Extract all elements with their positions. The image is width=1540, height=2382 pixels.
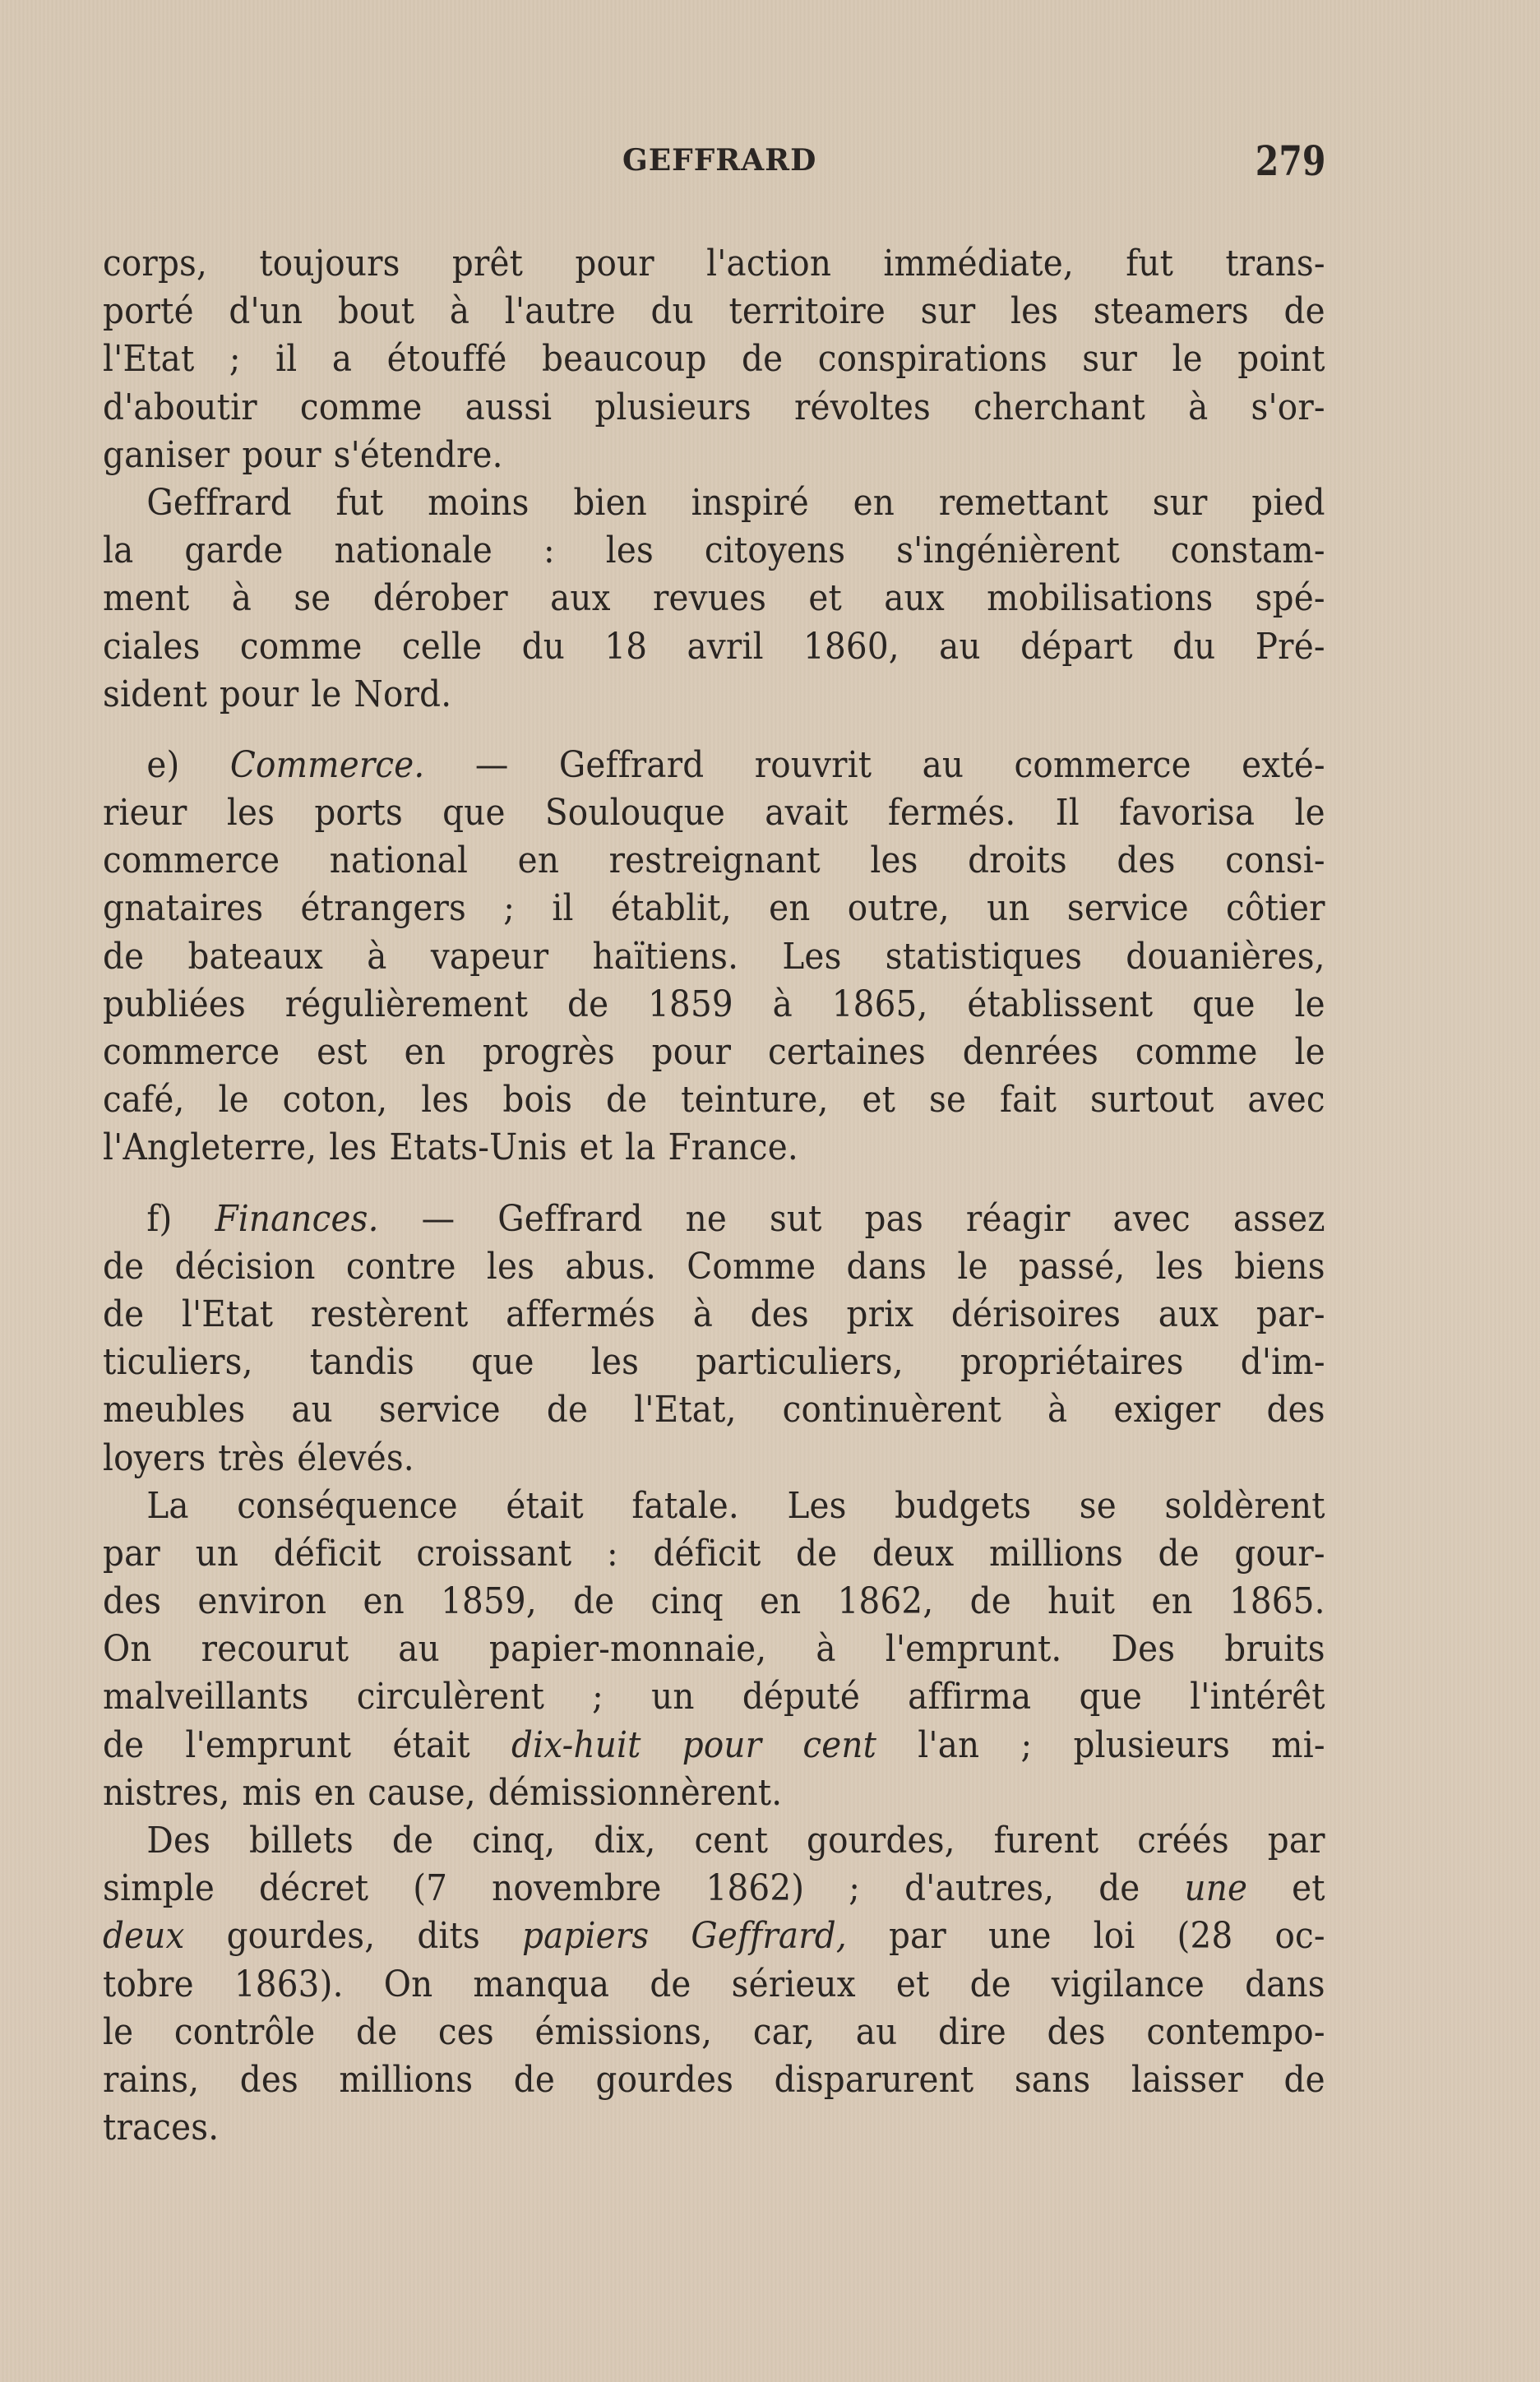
- section-label: e): [146, 743, 180, 786]
- text-line: la garde nationale : les citoyens s'ingénièrent constam-: [103, 530, 1325, 572]
- paragraph-1: [103, 240, 1325, 479]
- text-line: commerce national en restreignant les droits des consi-: [103, 839, 1325, 882]
- text-line: porté d'un bout à l'autre du territoire sur les steamers de: [103, 290, 1325, 333]
- text-line: rieur les ports que Soulouque avait fermés. Il favorisa le: [103, 792, 1325, 835]
- text-line: gnataires étrangers ; il établit, en outre, un service côtier: [103, 887, 1325, 930]
- text-line: malveillants circulèrent ; un député affirma que l'intérêt: [103, 1676, 1325, 1718]
- text-fragment: par une loi (28 oc-: [888, 1915, 1325, 1958]
- paragraph-2: [103, 479, 1325, 719]
- body-text: [103, 240, 1325, 2152]
- em-dash: —: [421, 1197, 456, 1240]
- text-line: par un déficit croissant : déficit de deux millions de gour-: [103, 1532, 1325, 1575]
- text-line: de bateaux à vapeur haïtiens. Les statistiques douanières,: [103, 935, 1325, 978]
- text-fragment: l'an ; plusieurs mi-: [918, 1723, 1325, 1766]
- text-line: Des billets de cinq, dix, cent gourdes, furent créés par: [146, 1820, 1325, 1862]
- text-line: d'aboutir comme aussi plusieurs révoltes cherchant à s'or-: [103, 386, 1325, 428]
- text-line: On recourut au papier-monnaie, à l'emprunt. Des bruits: [103, 1628, 1325, 1671]
- text-fragment: de l'emprunt était: [103, 1723, 470, 1766]
- text-line: [103, 1865, 1325, 1913]
- italic-phrase: papiers Geffrard,: [522, 1915, 847, 1958]
- text-line: meubles au service de l'Etat, continuèrent à exiger des: [103, 1389, 1325, 1432]
- text-line: publiées régulièrement de 1859 à 1865, établissent que le: [103, 983, 1325, 1025]
- paragraph-5: [103, 1482, 1325, 1817]
- text-line: ticuliers, tandis que les particuliers, propriétaires d'im-: [103, 1341, 1325, 1384]
- text-line: corps, toujours prêt pour l'action immédiate, fut trans-: [103, 243, 1325, 284]
- text-line: ciales comme celle du 18 avril 1860, au départ du Pré-: [103, 625, 1325, 668]
- section-heading-finances: Finances.: [215, 1197, 379, 1240]
- paragraph-6: [103, 1817, 1325, 2152]
- italic-phrase: dix-huit pour cent: [511, 1723, 877, 1766]
- running-title: GEFFRARD: [622, 143, 817, 178]
- running-head: [103, 136, 1325, 189]
- italic-word: deux: [103, 1915, 185, 1958]
- text-line: Geffrard fut moins bien inspiré en remettant sur pied: [146, 481, 1325, 524]
- text-fragment: gourdes, dits: [226, 1915, 480, 1958]
- section-heading-commerce: Commerce.: [229, 743, 425, 786]
- text-line: de l'Etat restèrent affermés à des prix dérisoires aux par-: [103, 1293, 1325, 1335]
- section-heading-line: [103, 1196, 1325, 1243]
- em-dash: —: [474, 743, 509, 786]
- text-line: ganiser pour s'étendre.: [103, 433, 503, 476]
- text-line: de décision contre les abus. Comme dans le passé, les biens: [103, 1245, 1325, 1288]
- page-number: 279: [1255, 136, 1325, 185]
- paragraph-finances: [103, 1196, 1325, 1482]
- text-fragment: Geffrard ne sut pas réagir avec assez: [497, 1197, 1325, 1240]
- text-fragment: Geffrard rouvrit au commerce exté-: [558, 743, 1325, 786]
- text-line: l'Angleterre, les Etats-Unis et la France.: [103, 1126, 798, 1169]
- text-line: ment à se dérober aux revues et aux mobilisations spé-: [103, 577, 1325, 620]
- text-fragment: et: [1292, 1867, 1325, 1910]
- text-line: traces.: [103, 2107, 220, 2149]
- text-fragment: simple décret (7 novembre 1862) ; d'autres, de: [103, 1867, 1140, 1910]
- paragraph-commerce: [103, 742, 1325, 1172]
- text-line: commerce est en progrès pour certaines denrées comme le: [103, 1031, 1325, 1073]
- section-heading-line: [103, 742, 1325, 789]
- text-line: La conséquence était fatale. Les budgets se soldèrent: [146, 1484, 1325, 1527]
- text-line: [103, 1913, 1325, 1960]
- section-label: f): [146, 1197, 173, 1240]
- text-line: des environ en 1859, de cinq en 1862, de huit en 1865.: [103, 1580, 1325, 1623]
- text-line: nistres, mis en cause, démissionnèrent.: [103, 1771, 783, 1814]
- text-line: café, le coton, les bois de teinture, et se fait surtout avec: [103, 1079, 1325, 1122]
- italic-word: une: [1184, 1867, 1248, 1910]
- text-line: l'Etat ; il a étouffé beaucoup de conspirations sur le point: [103, 338, 1325, 381]
- book-page: [103, 136, 1325, 2152]
- text-line: tobre 1863). On manqua de sérieux et de vigilance dans: [103, 1963, 1325, 2005]
- text-line: le contrôle de ces émissions, car, au dire des contempo-: [103, 2010, 1325, 2053]
- text-line: sident pour le Nord.: [103, 673, 452, 715]
- text-line: rains, des millions de gourdes disparurent sans laisser de: [103, 2058, 1325, 2101]
- text-line: loyers très élevés.: [103, 1436, 414, 1479]
- text-line: [103, 1722, 1325, 1769]
